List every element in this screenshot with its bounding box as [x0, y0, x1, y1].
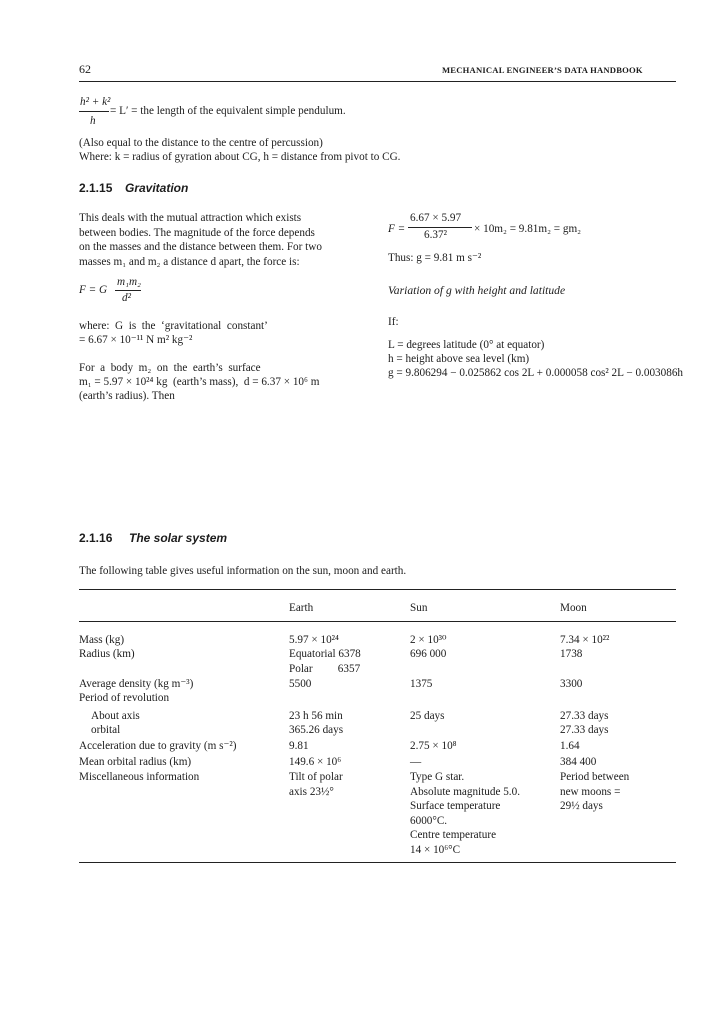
table-cell-earth: 5500: [289, 678, 312, 690]
table-row-label: Acceleration due to gravity (m s⁻²): [79, 740, 237, 752]
table-row-label: Radius (km): [79, 648, 135, 660]
table-cell-sun: 6000°C.: [410, 814, 448, 827]
earth-force-lhs: F =: [388, 223, 406, 235]
table-cell-earth: 365.26 days: [289, 724, 344, 736]
section-number-solar: 2.1.16: [79, 531, 113, 545]
body-on-earth-line3: (earth’s radius). Then: [79, 390, 175, 402]
table-cell-sun: 2.75 × 10⁸: [410, 740, 457, 752]
table-cell-sun: Centre temperature: [410, 829, 497, 841]
table-top-rule: [79, 589, 676, 590]
intro-line: This deals with the mutual attraction which exists: [79, 212, 302, 224]
where-gravitational-constant: where: G is the ‘gravitational constant’: [79, 320, 268, 332]
column-header-moon: Moon: [560, 602, 587, 614]
table-row-label: Period of revolution: [79, 692, 170, 704]
table-row-label: Miscellaneous information: [79, 771, 200, 783]
table-row-label: orbital: [91, 724, 121, 736]
table-row-label: About axis: [91, 710, 140, 722]
table-cell-moon: 3300: [560, 678, 583, 690]
pendulum-definition: = L′ = the length of the equivalent simple pendulum.: [110, 105, 346, 117]
g-variation-formula: g = 9.806294 − 0.025862 cos 2L + 0.000058 cos² 2L − 0.003086h: [388, 367, 684, 379]
table-cell-moon: 1.64: [560, 740, 580, 752]
table-cell-moon: 1738: [560, 648, 583, 660]
intro-line: on the masses and the distance between them. For two: [79, 241, 322, 254]
table-cell-sun: 1375: [410, 678, 433, 690]
page-number: 62: [79, 62, 91, 76]
table-row-label: Mean orbital radius (km): [79, 756, 192, 768]
earth-force-result: × 10m₂ = 9.81m₂ = gm₂: [474, 223, 582, 235]
if-label: If:: [388, 316, 399, 328]
percussion-note: (Also equal to the distance to the centre of percussion): [79, 137, 323, 149]
gravitation-formula-denominator: d²: [122, 292, 131, 304]
table-cell-sun: 2 × 10³⁰: [410, 634, 447, 646]
earth-force-denominator: 6.37²: [424, 229, 447, 241]
table-cell-sun: Type G star.: [410, 771, 465, 783]
table-cell-sun: Surface temperature: [410, 800, 501, 812]
gravitational-constant-value: = 6.67 × 10⁻¹¹ N m² kg⁻²: [79, 334, 193, 346]
table-cell-moon: 384 400: [560, 756, 597, 768]
gravitation-formula-bar: [115, 290, 141, 291]
gravitation-formula-numerator: m₁m₂: [117, 276, 141, 288]
table-cell-moon: Period between: [560, 771, 630, 783]
table-cell-sun: 14 × 10⁶°C: [410, 843, 461, 856]
table-cell-earth: axis 23½°: [289, 785, 334, 798]
body-on-earth-line1: For a body m₂ on the earth’s surface: [79, 362, 261, 374]
table-cell-earth: 9.81: [289, 740, 309, 752]
table-cell-sun: —: [410, 756, 422, 768]
table-cell-moon: 27.33 days: [560, 724, 609, 736]
table-cell-moon: new moons =: [560, 785, 621, 798]
table-cell-sun: Absolute magnitude 5.0.: [410, 785, 520, 798]
table-cell-moon: 7.34 × 10²²: [560, 634, 610, 646]
section-title-solar: The solar system: [129, 531, 228, 545]
solar-intro: The following table gives useful information on the sun, moon and earth.: [79, 565, 407, 577]
pendulum-where: Where: k = radius of gyration about CG, h = distance from pivot to CG.: [79, 151, 401, 163]
gravitation-intro: [79, 211, 364, 269]
table-cell-earth: Tilt of polar: [289, 771, 343, 783]
running-title: MECHANICAL ENGINEER’S DATA HANDBOOK: [442, 65, 643, 75]
body-on-earth-line2: m₁ = 5.97 × 10²⁴ kg (earth’s mass), d = 6.37 × 10⁶ m: [79, 376, 320, 388]
table-cell-sun: 25 days: [410, 710, 445, 722]
section-title-gravitation: Gravitation: [125, 181, 189, 195]
table-row-label: Average density (kg m⁻³): [79, 678, 194, 690]
variation-heading: Variation of g with height and latitude: [388, 284, 566, 297]
pendulum-frac-denominator: h: [90, 115, 96, 127]
gravitation-formula-lhs: F = G: [79, 284, 108, 296]
column-header-sun: Sun: [410, 602, 428, 614]
table-cell-moon: 29½ days: [560, 800, 603, 812]
table-cell-sun: 696 000: [410, 648, 447, 660]
table-cell-earth: 23 h 56 min: [289, 710, 343, 722]
pendulum-frac-numerator: h² + k²: [80, 96, 111, 108]
table-cell-earth: 5.97 × 10²⁴: [289, 634, 339, 646]
table-header-rule: [79, 621, 676, 622]
table-bottom-rule: [79, 862, 676, 863]
intro-line: masses m₁ and m₂ a distance d apart, the force is:: [79, 255, 300, 268]
header-rule: [79, 81, 676, 82]
table-cell-earth: Polar 6357: [289, 662, 361, 675]
pendulum-frac-bar: [79, 111, 109, 112]
table-cell-earth: 149.6 × 10⁶: [289, 756, 342, 768]
height-definition: h = height above sea level (km): [388, 353, 530, 365]
earth-force-numerator: 6.67 × 5.97: [410, 212, 462, 224]
section-number-gravitation: 2.1.15: [79, 181, 113, 195]
latitude-definition: L = degrees latitude (0° at equator): [388, 339, 545, 351]
column-header-earth: Earth: [289, 602, 314, 614]
table-row-label: Mass (kg): [79, 634, 125, 646]
table-cell-moon: 27.33 days: [560, 710, 609, 722]
intro-line: between bodies. The magnitude of the force depends: [79, 226, 315, 239]
thus-g-value: Thus: g = 9.81 m s⁻²: [388, 252, 482, 264]
earth-force-bar: [408, 227, 472, 228]
table-cell-earth: Equatorial 6378: [289, 648, 361, 660]
